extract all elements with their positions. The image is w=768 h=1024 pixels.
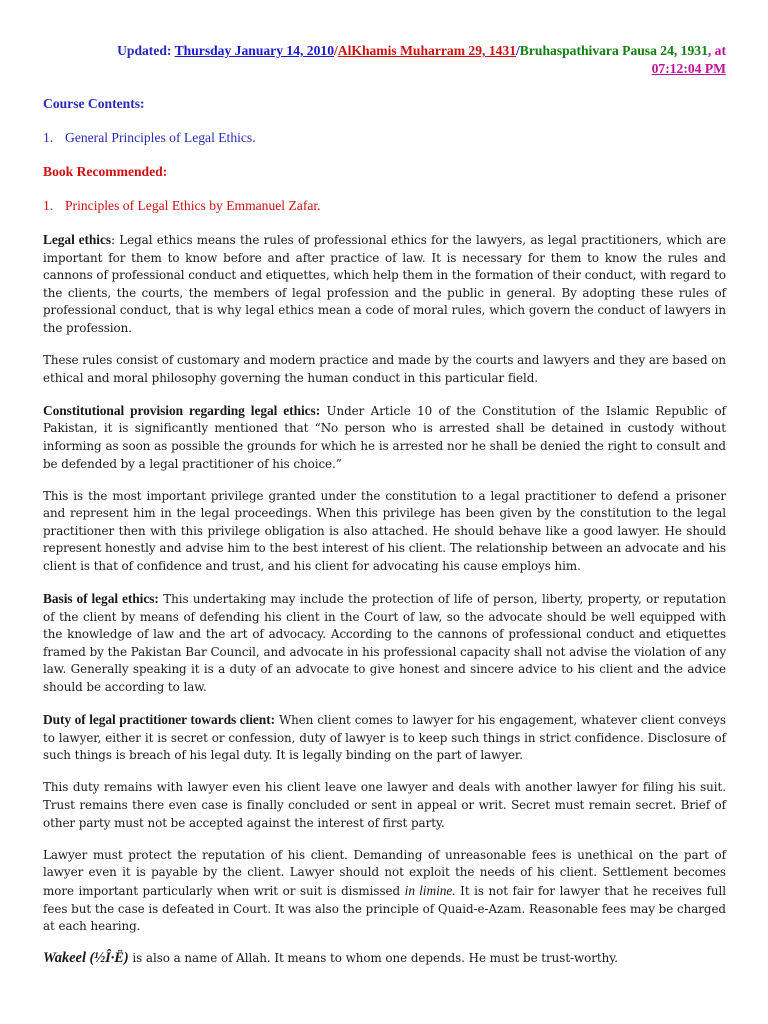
updated-header [43, 42, 726, 78]
paragraph-heading: Basis of legal ethics: [43, 591, 159, 607]
at-text: , at [707, 43, 726, 58]
book-list-item [43, 197, 726, 215]
date-hijri-link[interactable]: AlKhamis Muharram 29, 1431 [337, 43, 517, 58]
list-number: 1. [43, 198, 54, 213]
paragraph-duty [43, 711, 726, 765]
paragraph-privilege [43, 488, 726, 576]
paragraph-rules [43, 352, 726, 387]
paragraph-basis [43, 590, 726, 697]
time-link[interactable]: 07:12:04 PM [651, 61, 726, 76]
paragraph-body: is also a name of Allah. It means to whom one depends. He must be trust-worthy. [128, 951, 619, 966]
paragraph-body: Lawyer must protect the reputation of his client. Demanding of unreasonable fees is unethical on the part of lawyer even it is payable by the client. Lawyer should not exploit the needs of his client. Settlement becomes more important particularly when writ or suit is dismissed [43, 847, 726, 898]
paragraph-body: This undertaking may include the protection of life of person, liberty, property, or reputation of the client by means of defending his client in the Court of law, so the advocate should be well equipped with the knowledge of law and the art of advocacy. According to the cannons of professional conduct and etiquettes framed by the Pakistan Bar Council, and advocate in his professional capacity shall not advise the violation of any law. Generally speaking it is a duty of an advocate to give honest and sincere advice to his client and the advice should be according to law. [43, 592, 726, 695]
paragraph-heading: Legal ethics [43, 232, 112, 247]
paragraph-constitutional [43, 402, 726, 473]
paragraph-body: When client comes to lawyer for his engagement, whatever client conveys to lawyer, either it is secret or confession, duty of lawyer is to keep such things in strict confidence. Disclosure of such things is breach of his legal duty. It is legally binding on the part of lawyer. [43, 713, 726, 763]
course-list-item [43, 129, 726, 147]
updated-label: Updated: [117, 43, 172, 58]
paragraph-body: This is the most important privilege granted under the constitution to a legal practitioner to defend a prisoner and represent him in the legal proceedings. When this privilege has been given by the constitution to the legal practitioner then with this privilege obligation is also attached. He should behave like a good lawyer. He should represent honestly and advise him to the best interest of his client. The relationship between an advocate and his client is that of confidence and trust, and his client for advocating his cause employs him. [43, 488, 726, 573]
date-gregorian-link[interactable]: Thursday January 14, 2010 [174, 43, 334, 58]
book-recommended-heading: Book Recommended: [43, 164, 168, 179]
date-indian: Bruhaspathivara Pausa 24, 1931 [519, 43, 708, 58]
paragraph-body: : Legal ethics means the rules of professional ethics for the lawyers, as legal practitioners, which are important for them to know before and after practice of law. It is necessary for them to know the rules and cannons of professional conduct and etiquettes, which help them in the formation of their conduct, with regard to the clients, the courts, the members of legal profession and the public in general. By adopting these rules of professional conduct, that is why legal ethics mean a code of moral rules, which govern the conduct of lawyers in the profession. [43, 233, 727, 335]
paragraph-heading: Duty of legal practitioner towards client: [43, 712, 276, 728]
date-separator: / [334, 43, 338, 58]
date-separator: / [516, 43, 520, 58]
paragraph-wakeel [43, 950, 726, 968]
paragraph-body: These rules consist of customary and modern practice and made by the courts and lawyers and they are based on ethical and moral philosophy governing the human conduct in this particular field. [43, 353, 726, 385]
list-text: Principles of Legal Ethics by Emmanuel Zafar. [65, 198, 321, 213]
paragraph-body: This duty remains with lawyer even his client leave one lawyer and deals with another lawyer for filing his suit. Trust remains there even case is finally concluded or sent in appeal or writ. Secret must remain secret. Brief of other party must not be accepted against the interest of first party. [43, 780, 726, 830]
course-contents-heading: Course Contents: [43, 96, 145, 111]
paragraph-heading: Constitutional provision regarding legal ethics: [43, 402, 321, 418]
paragraph-body: It is not fair for lawyer that he receives full fees but the case is defeated in Court. It was also the principle of Quaid-e-Azam. Reasonable fees may be charged at each hearing. [43, 883, 726, 934]
italic-term: in limine. [404, 882, 456, 898]
paragraph-heading: Wakeel (½Î·Ë) [43, 950, 129, 967]
paragraph-body: Under Article 10 of the Constitution of the Islamic Republic of Pakistan, it is significantly mentioned that “No person who is arrested shall be detained in custody without informing as soon as possible the grounds for which he is arrested nor he shall be denied the right to consult and be defended by a legal practitioner of his choice.” [43, 403, 726, 471]
paragraph-duty-remains [43, 779, 726, 832]
list-number: 1. [43, 130, 54, 145]
paragraph-legal-ethics [43, 231, 726, 338]
paragraph-reputation [43, 847, 726, 936]
list-text: General Principles of Legal Ethics. [65, 130, 256, 145]
